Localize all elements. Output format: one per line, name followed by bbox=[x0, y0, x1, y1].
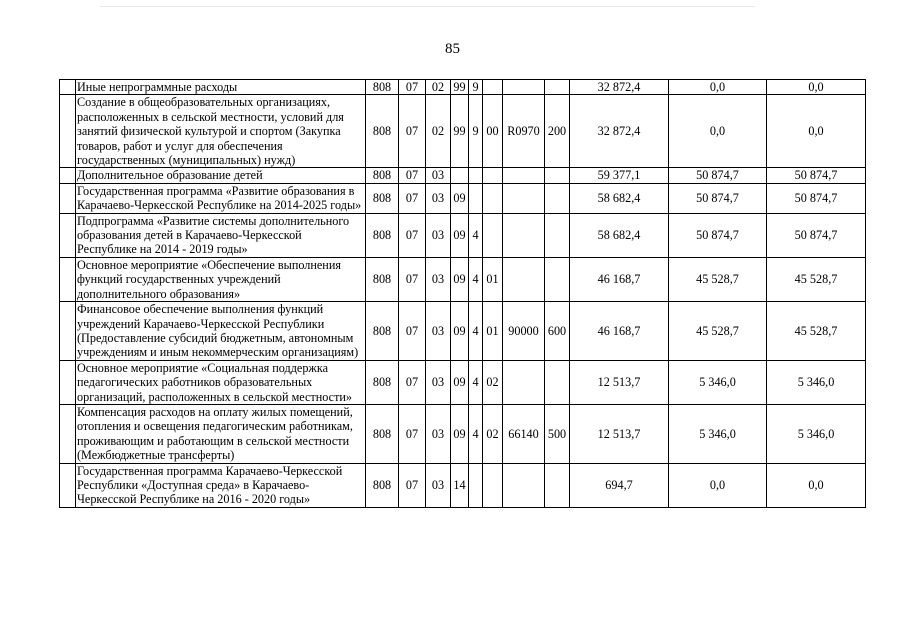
subprogram-code bbox=[469, 183, 483, 213]
section-code: 07 bbox=[399, 213, 426, 257]
table-body bbox=[60, 80, 866, 508]
amount-year-2: 45 528,7 bbox=[669, 302, 767, 361]
direction-code bbox=[503, 168, 545, 183]
amount-year-1: 694,7 bbox=[570, 463, 669, 507]
row-marker-cell bbox=[60, 463, 76, 507]
amount-year-1: 46 168,7 bbox=[570, 302, 669, 361]
expense-name: Государственная программа Карачаево-Черкесской Республики «Доступная среда» в Карачаево-Черкесской Республике на 2016 - 2020 годы» bbox=[76, 463, 366, 507]
event-code: 02 bbox=[483, 404, 503, 463]
amount-year-1: 12 513,7 bbox=[570, 360, 669, 404]
amount-year-3: 45 528,7 bbox=[767, 302, 866, 361]
row-marker-cell bbox=[60, 404, 76, 463]
expense-type-code: 500 bbox=[545, 404, 570, 463]
admin-code: 808 bbox=[366, 404, 399, 463]
section-code: 07 bbox=[399, 257, 426, 301]
expense-type-code bbox=[545, 183, 570, 213]
table-row bbox=[60, 168, 866, 183]
subprogram-code: 4 bbox=[469, 360, 483, 404]
expense-name: Компенсация расходов на оплату жилых помещений, отопления и освещения педагогическим работникам, проживающим и работающим в сельской местности (Межбюджетные трансферты) bbox=[76, 404, 366, 463]
expense-type-code: 200 bbox=[545, 95, 570, 168]
table-row bbox=[60, 183, 866, 213]
expense-name: Подпрограмма «Развитие системы дополнительного образования детей в Карачаево-Черкесской Республике на 2014 - 2019 годы» bbox=[76, 213, 366, 257]
program-code: 99 bbox=[451, 95, 469, 168]
direction-code bbox=[503, 360, 545, 404]
row-marker-cell bbox=[60, 80, 76, 95]
expense-name: Основное мероприятие «Обеспечение выполнения функций государственных учреждений дополнительного образования» bbox=[76, 257, 366, 301]
amount-year-1: 58 682,4 bbox=[570, 183, 669, 213]
expense-type-code bbox=[545, 257, 570, 301]
program-code: 09 bbox=[451, 257, 469, 301]
amount-year-1: 59 377,1 bbox=[570, 168, 669, 183]
table-row bbox=[60, 213, 866, 257]
subprogram-code: 9 bbox=[469, 95, 483, 168]
admin-code: 808 bbox=[366, 302, 399, 361]
event-code: 01 bbox=[483, 257, 503, 301]
budget-table bbox=[59, 79, 866, 508]
subsection-code: 03 bbox=[426, 183, 451, 213]
amount-year-3: 50 874,7 bbox=[767, 168, 866, 183]
section-code: 07 bbox=[399, 360, 426, 404]
expense-type-code bbox=[545, 80, 570, 95]
admin-code: 808 bbox=[366, 95, 399, 168]
amount-year-1: 46 168,7 bbox=[570, 257, 669, 301]
program-code: 09 bbox=[451, 302, 469, 361]
subsection-code: 03 bbox=[426, 360, 451, 404]
admin-code: 808 bbox=[366, 80, 399, 95]
program-code: 09 bbox=[451, 213, 469, 257]
subprogram-code: 4 bbox=[469, 404, 483, 463]
direction-code bbox=[503, 257, 545, 301]
event-code: 00 bbox=[483, 95, 503, 168]
direction-code: 90000 bbox=[503, 302, 545, 361]
subprogram-code bbox=[469, 168, 483, 183]
program-code: 09 bbox=[451, 404, 469, 463]
table-row bbox=[60, 360, 866, 404]
subprogram-code: 4 bbox=[469, 257, 483, 301]
subsection-code: 03 bbox=[426, 257, 451, 301]
program-code: 99 bbox=[451, 80, 469, 95]
program-code bbox=[451, 168, 469, 183]
table-row bbox=[60, 302, 866, 361]
section-code: 07 bbox=[399, 183, 426, 213]
row-marker-cell bbox=[60, 213, 76, 257]
table-row bbox=[60, 80, 866, 95]
table-row bbox=[60, 404, 866, 463]
program-code: 14 bbox=[451, 463, 469, 507]
amount-year-2: 50 874,7 bbox=[669, 183, 767, 213]
amount-year-1: 32 872,4 bbox=[570, 95, 669, 168]
subsection-code: 03 bbox=[426, 168, 451, 183]
amount-year-2: 45 528,7 bbox=[669, 257, 767, 301]
admin-code: 808 bbox=[366, 183, 399, 213]
direction-code bbox=[503, 213, 545, 257]
section-code: 07 bbox=[399, 95, 426, 168]
table-row bbox=[60, 463, 866, 507]
row-marker-cell bbox=[60, 257, 76, 301]
section-code: 07 bbox=[399, 463, 426, 507]
admin-code: 808 bbox=[366, 213, 399, 257]
expense-type-code bbox=[545, 463, 570, 507]
amount-year-1: 12 513,7 bbox=[570, 404, 669, 463]
row-marker-cell bbox=[60, 302, 76, 361]
event-code bbox=[483, 80, 503, 95]
amount-year-3: 45 528,7 bbox=[767, 257, 866, 301]
amount-year-1: 58 682,4 bbox=[570, 213, 669, 257]
event-code bbox=[483, 183, 503, 213]
subprogram-code: 4 bbox=[469, 213, 483, 257]
direction-code bbox=[503, 463, 545, 507]
event-code bbox=[483, 168, 503, 183]
section-code: 07 bbox=[399, 80, 426, 95]
expense-type-code bbox=[545, 213, 570, 257]
subprogram-code: 4 bbox=[469, 302, 483, 361]
admin-code: 808 bbox=[366, 463, 399, 507]
admin-code: 808 bbox=[366, 168, 399, 183]
expense-type-code bbox=[545, 168, 570, 183]
amount-year-2: 5 346,0 bbox=[669, 404, 767, 463]
subprogram-code bbox=[469, 463, 483, 507]
direction-code bbox=[503, 183, 545, 213]
event-code bbox=[483, 463, 503, 507]
section-code: 07 bbox=[399, 302, 426, 361]
scan-edge bbox=[100, 6, 755, 7]
direction-code: R0970 bbox=[503, 95, 545, 168]
expense-name: Иные непрограммные расходы bbox=[76, 80, 366, 95]
row-marker-cell bbox=[60, 183, 76, 213]
expense-type-code: 600 bbox=[545, 302, 570, 361]
table-row bbox=[60, 257, 866, 301]
expense-name: Дополнительное образование детей bbox=[76, 168, 366, 183]
subsection-code: 03 bbox=[426, 213, 451, 257]
program-code: 09 bbox=[451, 360, 469, 404]
event-code: 02 bbox=[483, 360, 503, 404]
expense-name: Основное мероприятие «Социальная поддержка педагогических работников образовательных организаций, расположенных в сельской местности» bbox=[76, 360, 366, 404]
amount-year-3: 50 874,7 bbox=[767, 183, 866, 213]
amount-year-2: 50 874,7 bbox=[669, 168, 767, 183]
expense-name: Государственная программа «Развитие образования в Карачаево-Черкесской Республике на 2014-2025 годы» bbox=[76, 183, 366, 213]
amount-year-3: 50 874,7 bbox=[767, 213, 866, 257]
direction-code bbox=[503, 80, 545, 95]
expense-type-code bbox=[545, 360, 570, 404]
amount-year-2: 0,0 bbox=[669, 463, 767, 507]
table-row bbox=[60, 95, 866, 168]
amount-year-3: 5 346,0 bbox=[767, 404, 866, 463]
amount-year-3: 0,0 bbox=[767, 95, 866, 168]
section-code: 07 bbox=[399, 168, 426, 183]
amount-year-3: 0,0 bbox=[767, 80, 866, 95]
row-marker-cell bbox=[60, 360, 76, 404]
program-code: 09 bbox=[451, 183, 469, 213]
expense-name: Финансовое обеспечение выполнения функций учреждений Карачаево-Черкесской Республики (Предоставление субсидий бюджетным, автономным учреждениям и иным некоммерческим организациям) bbox=[76, 302, 366, 361]
row-marker-cell bbox=[60, 95, 76, 168]
row-marker-cell bbox=[60, 168, 76, 183]
amount-year-2: 0,0 bbox=[669, 95, 767, 168]
admin-code: 808 bbox=[366, 257, 399, 301]
expense-name: Создание в общеобразовательных организациях, расположенных в сельской местности, условий для занятий физической культурой и спортом (Закупка товаров, работ и услуг для обеспечения государственных (муниципальных) нужд) bbox=[76, 95, 366, 168]
amount-year-2: 50 874,7 bbox=[669, 213, 767, 257]
event-code: 01 bbox=[483, 302, 503, 361]
amount-year-2: 0,0 bbox=[669, 80, 767, 95]
event-code bbox=[483, 213, 503, 257]
amount-year-3: 5 346,0 bbox=[767, 360, 866, 404]
admin-code: 808 bbox=[366, 360, 399, 404]
subsection-code: 03 bbox=[426, 302, 451, 361]
amount-year-1: 32 872,4 bbox=[570, 80, 669, 95]
subsection-code: 02 bbox=[426, 95, 451, 168]
amount-year-2: 5 346,0 bbox=[669, 360, 767, 404]
subsection-code: 03 bbox=[426, 404, 451, 463]
direction-code: 66140 bbox=[503, 404, 545, 463]
subsection-code: 02 bbox=[426, 80, 451, 95]
page-number: 85 bbox=[445, 41, 460, 57]
section-code: 07 bbox=[399, 404, 426, 463]
amount-year-3: 0,0 bbox=[767, 463, 866, 507]
subsection-code: 03 bbox=[426, 463, 451, 507]
subprogram-code: 9 bbox=[469, 80, 483, 95]
